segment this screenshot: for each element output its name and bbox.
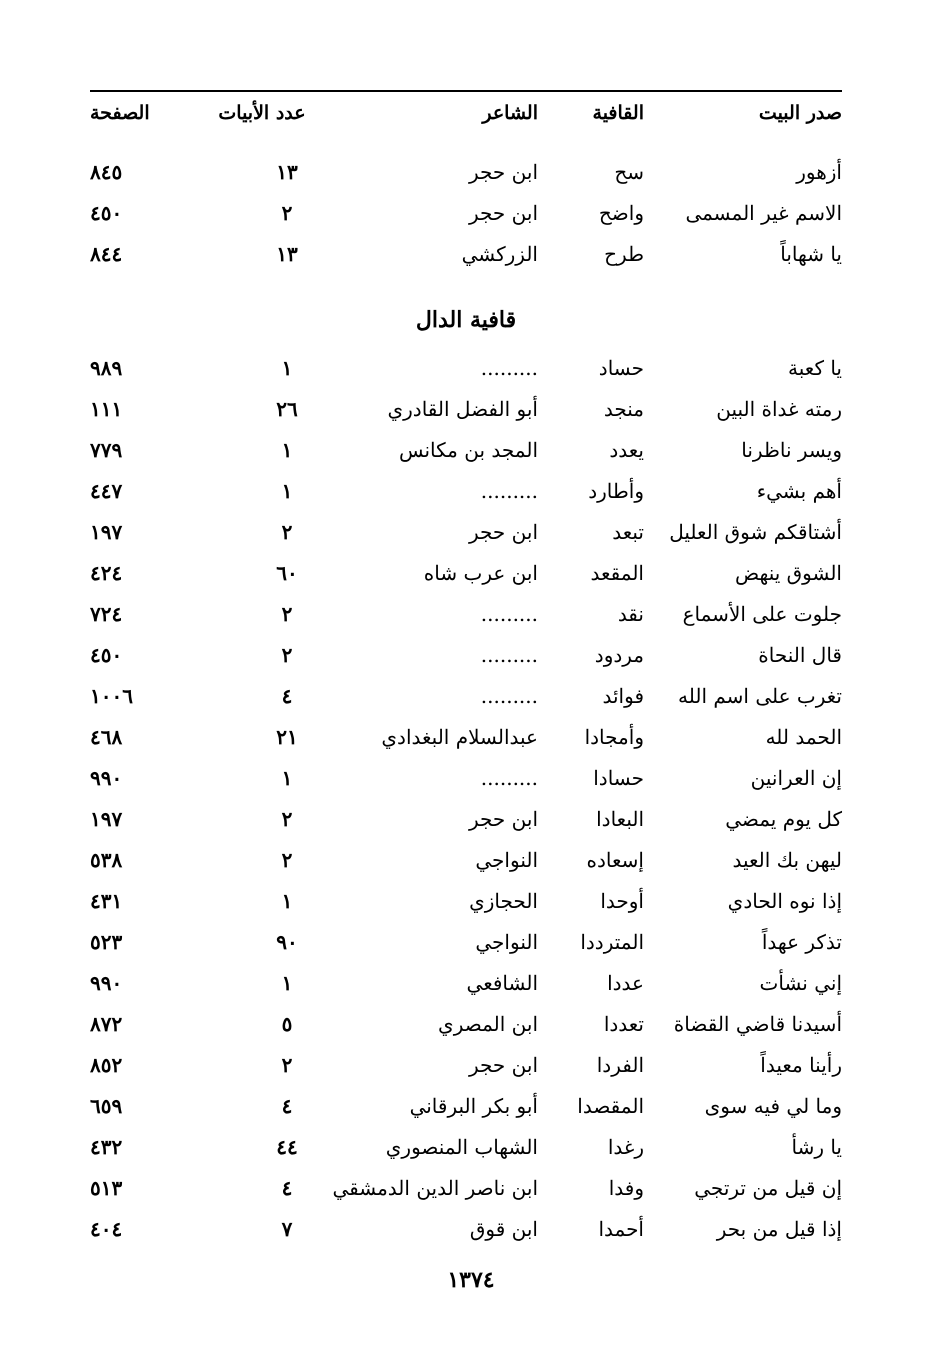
row-first-words: جلوت على الأسماع bbox=[682, 602, 842, 626]
row-first-words: ويسر ناظرنا bbox=[741, 438, 842, 462]
row-verse-count: ٤ bbox=[281, 1094, 293, 1118]
row-poet: ......... bbox=[480, 766, 538, 790]
header-verse-count: عدد الأبيات bbox=[218, 102, 306, 124]
page-number: ١٣٧٤ bbox=[447, 1267, 495, 1293]
row-rhyme: تبعد bbox=[612, 520, 644, 544]
table-row bbox=[90, 512, 842, 552]
row-rhyme: إسعاده bbox=[586, 848, 644, 872]
row-rhyme: المقعد bbox=[590, 561, 644, 585]
row-poet: ابن حجر bbox=[468, 201, 538, 225]
row-first-words: ليهن بك العيد bbox=[732, 848, 842, 872]
row-poet: ابن حجر bbox=[468, 807, 538, 831]
row-first-words: أشتاقكم شوق العليل bbox=[669, 520, 842, 544]
row-verse-count: ٦٠ bbox=[276, 561, 298, 585]
row-verse-count: ١ bbox=[281, 479, 293, 503]
row-first-words: إذا نوه الحادي bbox=[727, 889, 842, 913]
row-verse-count: ٧ bbox=[281, 1217, 293, 1241]
row-verse-count: ١ bbox=[281, 889, 293, 913]
row-poet: أبو بكر البرقاني bbox=[409, 1094, 538, 1118]
row-poet: ابن حجر bbox=[468, 1053, 538, 1077]
row-page: ١٩٧ bbox=[90, 807, 123, 831]
row-page: ٤٤٧ bbox=[90, 479, 123, 503]
header-rhyme: القافية bbox=[592, 102, 644, 124]
row-rhyme: مردود bbox=[594, 643, 644, 667]
row-first-words: يا رشأ bbox=[791, 1135, 842, 1159]
row-first-words: الحمد لله bbox=[765, 725, 842, 749]
table-row bbox=[90, 963, 842, 1003]
row-first-words: إن قيل من ترتجي bbox=[694, 1176, 842, 1200]
row-first-words: قال النحاة bbox=[758, 643, 842, 667]
row-rhyme: منجد bbox=[603, 397, 644, 421]
row-verse-count: ٢ bbox=[281, 520, 293, 544]
row-first-words: أزهور bbox=[796, 160, 842, 184]
table-row bbox=[90, 758, 842, 798]
row-rhyme: أوحدا bbox=[600, 889, 644, 913]
row-rhyme: تعددا bbox=[603, 1012, 644, 1036]
row-rhyme: وفدا bbox=[608, 1176, 644, 1200]
table-row bbox=[90, 389, 842, 429]
row-verse-count: ٥ bbox=[281, 1012, 293, 1036]
row-page: ٥٣٨ bbox=[90, 848, 123, 872]
row-page: ٥٢٣ bbox=[90, 930, 123, 954]
row-poet: النواجي bbox=[475, 848, 538, 872]
row-verse-count: ٤٤ bbox=[276, 1135, 298, 1159]
row-verse-count: ١ bbox=[281, 356, 293, 380]
row-verse-count: ٢ bbox=[281, 848, 293, 872]
table-row bbox=[90, 234, 842, 274]
table-row bbox=[90, 840, 842, 880]
row-first-words: يا كعبة bbox=[788, 356, 842, 380]
table-row bbox=[90, 676, 842, 716]
row-verse-count: ٩٠ bbox=[276, 930, 298, 954]
row-poet: ابن حجر bbox=[468, 160, 538, 184]
row-verse-count: ١ bbox=[281, 438, 293, 462]
header-page: الصفحة bbox=[90, 102, 150, 124]
row-rhyme: المقصدا bbox=[577, 1094, 644, 1118]
table-row bbox=[90, 881, 842, 921]
row-rhyme: سح bbox=[614, 160, 644, 184]
row-rhyme: البعادا bbox=[596, 807, 644, 831]
table-header bbox=[90, 93, 842, 133]
row-rhyme: الفردا bbox=[596, 1053, 644, 1077]
row-poet: ابن قوق bbox=[469, 1217, 538, 1241]
row-first-words: يا شهاباً bbox=[780, 242, 842, 266]
row-page: ٨٤٤ bbox=[90, 242, 123, 266]
row-page: ٨٤٥ bbox=[90, 160, 123, 184]
table-row bbox=[90, 553, 842, 593]
header-rule bbox=[90, 90, 842, 92]
row-poet: النواجي bbox=[475, 930, 538, 954]
row-poet: ابن عرب شاه bbox=[423, 561, 538, 585]
row-page: ٤٦٨ bbox=[90, 725, 123, 749]
table-row bbox=[90, 1004, 842, 1044]
row-rhyme: وأمجادا bbox=[584, 725, 644, 749]
row-poet: ابن المصري bbox=[438, 1012, 538, 1036]
header-poet: الشاعر bbox=[482, 102, 538, 124]
table-row bbox=[90, 348, 842, 388]
row-first-words: تذكر عهداً bbox=[761, 930, 842, 954]
row-first-words: أهم بشيء bbox=[756, 479, 842, 503]
row-page: ٤٠٤ bbox=[90, 1217, 123, 1241]
table-row bbox=[90, 1209, 842, 1249]
row-page: ٤٣٢ bbox=[90, 1135, 123, 1159]
row-page: ١١١ bbox=[90, 397, 123, 421]
row-page: ٨٥٢ bbox=[90, 1053, 123, 1077]
row-rhyme: نقد bbox=[617, 602, 644, 626]
row-page: ٤٢٤ bbox=[90, 561, 123, 585]
row-rhyme: حساد bbox=[598, 356, 644, 380]
row-verse-count: ٤ bbox=[281, 1176, 293, 1200]
table-row bbox=[90, 471, 842, 511]
row-page: ٤٥٠ bbox=[90, 643, 123, 667]
row-page: ٩٩٠ bbox=[90, 766, 123, 790]
row-verse-count: ١٣ bbox=[276, 242, 298, 266]
row-poet: عبدالسلام البغدادي bbox=[381, 725, 538, 749]
row-page: ٧٢٤ bbox=[90, 602, 123, 626]
row-first-words: إني نشأت bbox=[759, 971, 842, 995]
row-first-words: الاسم غير المسمى bbox=[685, 201, 842, 225]
row-verse-count: ٢ bbox=[281, 1053, 293, 1077]
row-verse-count: ١ bbox=[281, 971, 293, 995]
table-row bbox=[90, 594, 842, 634]
row-verse-count: ٢٦ bbox=[276, 397, 298, 421]
table-row bbox=[90, 430, 842, 470]
row-poet: الشهاب المنصوري bbox=[385, 1135, 538, 1159]
row-rhyme: وأطارد bbox=[588, 479, 644, 503]
row-poet: الحجازي bbox=[469, 889, 538, 913]
row-first-words: وما لي فيه سوى bbox=[704, 1094, 842, 1118]
row-rhyme: أحمدا bbox=[598, 1217, 644, 1241]
row-verse-count: ٢ bbox=[281, 807, 293, 831]
row-verse-count: ١ bbox=[281, 766, 293, 790]
header-first-words: صدر البيت bbox=[758, 102, 842, 124]
row-page: ٧٧٩ bbox=[90, 438, 123, 462]
row-poet: ......... bbox=[480, 356, 538, 380]
row-page: ٦٥٩ bbox=[90, 1094, 123, 1118]
row-first-words: تغرب على اسم الله bbox=[678, 684, 842, 708]
row-poet: ......... bbox=[480, 684, 538, 708]
row-rhyme: طرح bbox=[604, 242, 644, 266]
row-poet: أبو الفضل القادري bbox=[387, 397, 538, 421]
row-rhyme: عددا bbox=[607, 971, 644, 995]
table-row bbox=[90, 152, 842, 192]
row-first-words: رأينا معيداً bbox=[760, 1053, 842, 1077]
row-poet: ......... bbox=[480, 602, 538, 626]
table-row bbox=[90, 922, 842, 962]
row-page: ١٩٧ bbox=[90, 520, 123, 544]
table-row bbox=[90, 799, 842, 839]
row-page: ٥١٣ bbox=[90, 1176, 123, 1200]
table-row bbox=[90, 635, 842, 675]
row-first-words: أسيدنا قاضي القضاة bbox=[673, 1012, 842, 1036]
row-verse-count: ١٣ bbox=[276, 160, 298, 184]
row-verse-count: ٢ bbox=[281, 643, 293, 667]
row-rhyme: المترددا bbox=[580, 930, 644, 954]
row-rhyme: يعدد bbox=[609, 438, 644, 462]
table-row bbox=[90, 1127, 842, 1167]
row-poet: ......... bbox=[480, 643, 538, 667]
row-page: ٤٣١ bbox=[90, 889, 123, 913]
row-poet: ......... bbox=[480, 479, 538, 503]
row-verse-count: ٢ bbox=[281, 602, 293, 626]
row-first-words: إن العرانين bbox=[750, 766, 842, 790]
row-page: ٤٥٠ bbox=[90, 201, 123, 225]
row-page: ١٠٠٦ bbox=[90, 684, 133, 708]
row-poet: ابن حجر bbox=[468, 520, 538, 544]
row-poet: المجد بن مكانس bbox=[398, 438, 538, 462]
row-rhyme: حسادا bbox=[593, 766, 644, 790]
row-rhyme: فوائد bbox=[602, 684, 644, 708]
row-verse-count: ٢١ bbox=[276, 725, 298, 749]
row-first-words: رمته غداة البين bbox=[716, 397, 842, 421]
row-page: ٨٧٢ bbox=[90, 1012, 123, 1036]
table-row bbox=[90, 1168, 842, 1208]
table-row bbox=[90, 1045, 842, 1085]
section-title: قافية الدال bbox=[415, 307, 517, 333]
row-rhyme: رغدا bbox=[607, 1135, 644, 1159]
table-row bbox=[90, 193, 842, 233]
row-poet: الزركشي bbox=[461, 242, 538, 266]
table-row bbox=[90, 1086, 842, 1126]
row-rhyme: واضح bbox=[598, 201, 644, 225]
row-poet: ابن ناصر الدين الدمشقي bbox=[332, 1176, 538, 1200]
row-verse-count: ٤ bbox=[281, 684, 293, 708]
row-first-words: إذا قيل من بحر bbox=[716, 1217, 842, 1241]
row-first-words: كل يوم يمضي bbox=[725, 807, 842, 831]
row-page: ٩٨٩ bbox=[90, 356, 123, 380]
row-page: ٩٩٠ bbox=[90, 971, 123, 995]
row-poet: الشافعي bbox=[466, 971, 538, 995]
row-first-words: الشوق ينهض bbox=[734, 561, 842, 585]
table-row bbox=[90, 717, 842, 757]
row-verse-count: ٢ bbox=[281, 201, 293, 225]
